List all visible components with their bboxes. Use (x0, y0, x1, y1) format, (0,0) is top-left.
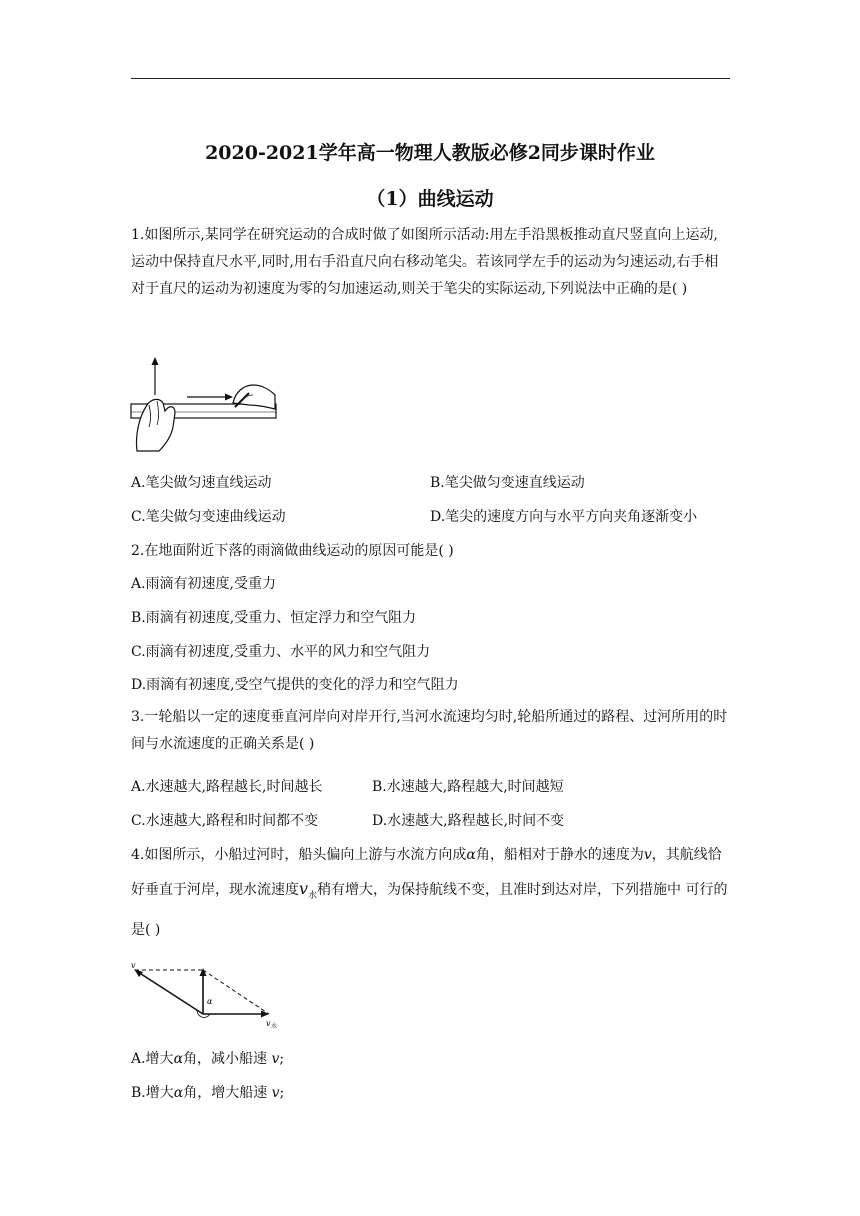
question-4-stem: 4.如图所示，小船过河时，船头偏向上游与水流方向成α角，船相对于静水的速度为v，其航线恰好垂直于河岸，现水流速度$v_水$稍有增大，为保持航线不变，且准时到达对岸，下列措施中 可行的是( ) (131, 847, 728, 938)
q1-option-b: B.笔尖做匀变速直线运动 (430, 475, 585, 491)
q1-option-c: C.笔尖做匀变速曲线运动 (131, 509, 286, 525)
question-1-stem: 1.如图所示,某同学在研究运动的合成时做了如图所示活动:用左手沿黑板推动直尺竖直向上运动,运动中保持直尺水平,同时,用右手沿直尺向右移动笔尖。若该同学左手的运动为匀速运动,右手相对于直尺的运动为初速度为零的匀加速运动,则关于笔尖的实际运动,下列说法中正确的是( ) (131, 227, 719, 297)
fig-label-alpha: α (207, 997, 213, 1006)
page-title: 2020-2021学年高一物理人教版必修2同步课时作业 (205, 142, 655, 164)
q4-option-a: A.增大α角，减小船速 v; (131, 1051, 285, 1067)
q2-option-b: B.雨滴有初速度,受重力、恒定浮力和空气阻力 (131, 610, 417, 626)
q2-option-a: A.雨滴有初速度,受重力 (131, 576, 277, 592)
header-rule (131, 78, 730, 79)
ruler-hand-figure (129, 355, 279, 453)
fig-label-v: v (131, 961, 136, 970)
page-subtitle: （1）曲线运动 (366, 188, 494, 210)
q1-option-d: D.笔尖的速度方向与水平方向夹角逐渐变小 (430, 509, 698, 525)
q2-option-c: C.雨滴有初速度,受重力、水平的风力和空气阻力 (131, 644, 431, 660)
q3-option-a: A.水速越大,路程越长,时间越长 (131, 779, 323, 795)
boat-velocity-figure (129, 960, 289, 1030)
question-3-stem: 3.一轮船以一定的速度垂直河岸向对岸开行,当河水流速均匀时,轮船所通过的路程、过河所用的时间与水流速度的正确关系是( ) (131, 709, 728, 752)
fig-label-v-water-sub: 水 (271, 1023, 278, 1030)
q2-option-d: D.雨滴有初速度,受空气提供的变化的浮力和空气阻力 (131, 677, 459, 693)
q3-option-c: C.水速越大,路程和时间都不变 (131, 813, 319, 829)
question-2-stem: 2.在地面附近下落的雨滴做曲线运动的原因可能是( ) (131, 543, 454, 559)
q3-option-d: D.水速越大,路程越长,时间不变 (372, 813, 565, 829)
fig-label-v-water: v (266, 1019, 271, 1028)
q1-option-a: A.笔尖做匀速直线运动 (131, 475, 272, 491)
q3-option-b: B.水速越大,路程越大,时间越短 (372, 779, 564, 795)
q4-option-b: B.增大α角，增大船速 v; (131, 1085, 285, 1101)
